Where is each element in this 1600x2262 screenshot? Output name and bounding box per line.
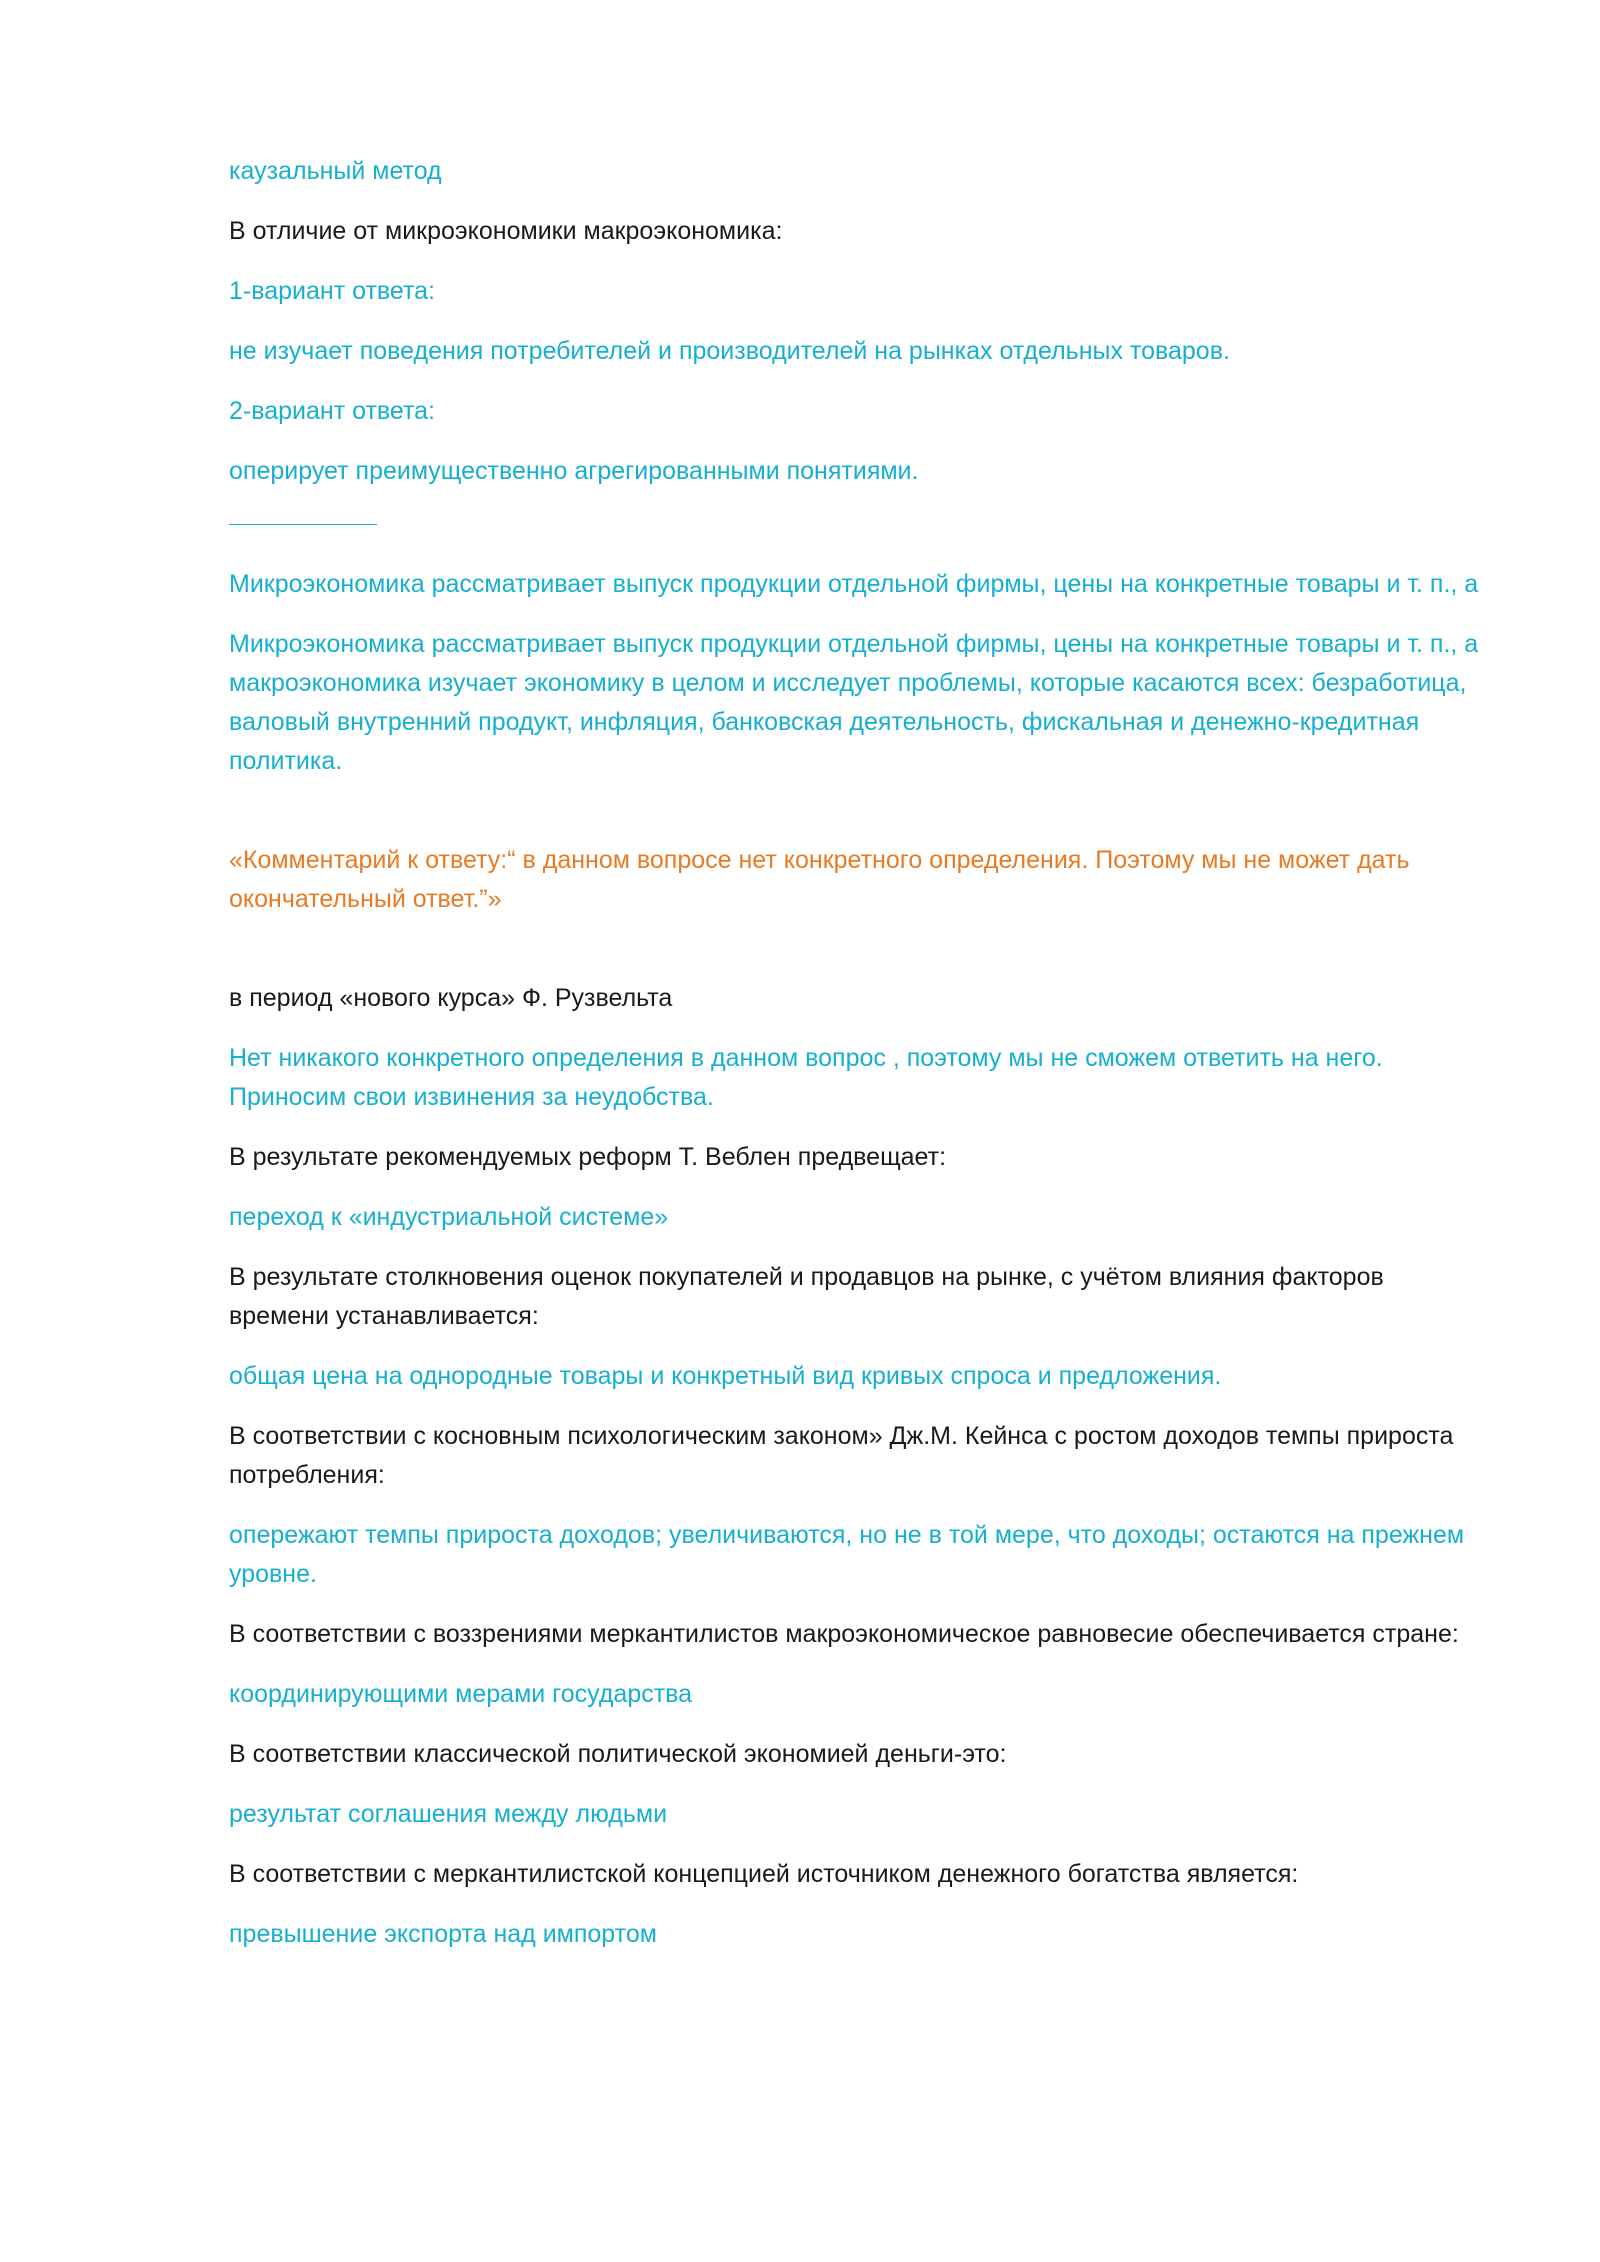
answer-micro-full: Микроэкономика рассматривает выпуск продукции отдельной фирмы, цены на конкретные товары и т. п., а макроэкономика изучает экономику в целом и исследует проблемы, которые касаются всех: безработица, валовый внутренний продукт, инфляция, банковская деятельность, фискальная и денежно-кредитная политика.: [229, 630, 1479, 775]
answer-comment: «Комментарий к ответу:“ в данном вопросе нет конкретного определения. Поэтому мы не может дать окончательный ответ.”»: [229, 846, 1410, 913]
answer-market-price: общая цена на однородные товары и конкретный вид кривых спроса и предложения.: [229, 1362, 1222, 1390]
variant-2-label: 2-вариант ответа:: [229, 397, 436, 425]
answer-keynes: опережают темпы прироста доходов; увеличиваются, но не в той мере, что доходы; остаются на прежнем уровне.: [229, 1521, 1465, 1588]
answer-veblen: переход к «индустриальной системе»: [229, 1203, 669, 1231]
answer-mercantilist-equilibrium: координирующими мерами государства: [229, 1680, 693, 1708]
answer-monetary-wealth: превышение экспорта над импортом: [229, 1920, 657, 1948]
question-monetary-wealth: В соответствии с меркантилистской концепцией источником денежного богатства является:: [229, 1860, 1299, 1888]
answer-roosevelt: Нет никакого конкретного определения в данном вопрос , поэтому мы не сможем ответить на него. Приносим свои извинения за неудобства.: [229, 1044, 1383, 1111]
answer-micro-short: Микроэкономика рассматривает выпуск продукции отдельной фирмы, цены на конкретные товары и т. п., а: [229, 570, 1479, 598]
answer-causal-method: каузальный метод: [229, 157, 442, 185]
question-veblen: В результате рекомендуемых реформ Т. Веблен предвещает:: [229, 1143, 947, 1171]
document-content: [229, 152, 1488, 1954]
question-mercantilist-equilibrium: В соответствии с воззрениями меркантилистов макроэкономическое равновесие обеспечивается стране:: [229, 1620, 1459, 1648]
separator-line: [229, 524, 377, 525]
question-macro-vs-micro: В отличие от микроэкономики макроэкономика:: [229, 217, 783, 245]
variant-1-answer: не изучает поведения потребителей и производителей на рынках отдельных товаров.: [229, 337, 1230, 365]
variant-2-answer: оперирует преимущественно агрегированными понятиями.: [229, 457, 919, 485]
question-keynes: В соответствии с косновным психологическим законом» Дж.М. Кейнса с ростом доходов темпы прироста потребления:: [229, 1422, 1454, 1489]
question-money: В соответствии классической политической экономией деньги-это:: [229, 1740, 1007, 1768]
answer-money: результат соглашения между людьми: [229, 1800, 668, 1828]
variant-1-label: 1-вариант ответа:: [229, 277, 436, 305]
question-market-price: В результате столкновения оценок покупателей и продавцов на рынке, с учётом влияния факторов времени устанавливается:: [229, 1263, 1384, 1330]
question-roosevelt: в период «нового курса» Ф. Рузвельта: [229, 984, 673, 1012]
